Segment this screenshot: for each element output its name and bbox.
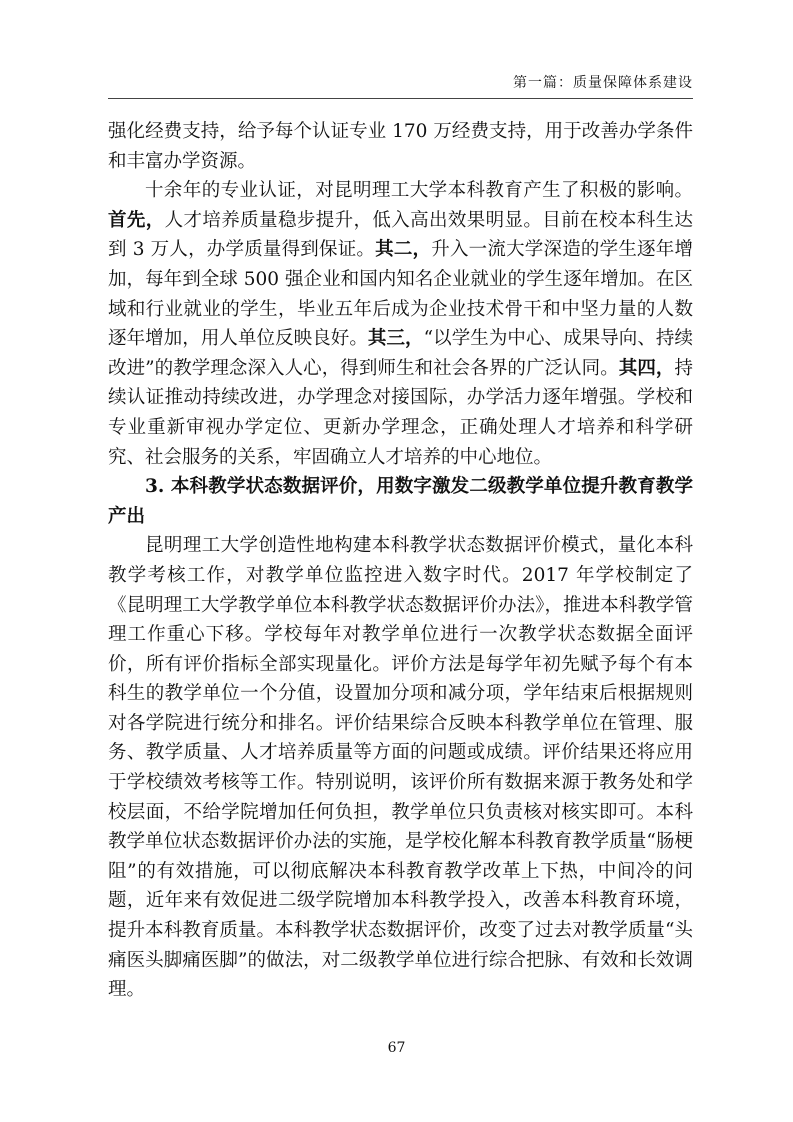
keyword-first: 首先， bbox=[108, 209, 165, 231]
impact-intro: 十余年的专业认证，对昆明理工大学本科教育产生了积极的影响。 bbox=[145, 180, 693, 202]
running-header: 第一篇：质量保障体系建设 bbox=[513, 75, 693, 91]
impact-first: 人才培养质量稳步提升，低入高出效果明显。目前在校本科生达到 3 万人，办学质量得到保证。 bbox=[108, 209, 693, 261]
page-body bbox=[108, 117, 693, 1005]
section-subheading: 3. 本科教学状态数据评价，用数字激发二级教学单位提升教育教学产出 bbox=[108, 476, 693, 527]
page-number: 67 bbox=[387, 1040, 406, 1056]
keyword-second: 其二， bbox=[375, 239, 432, 261]
impact-fourth: 持续认证推动持续改进，办学理念对接国际，办学活力逐年增强。学校和专业重新审视办学定位、更新办学理念，正确处理人才培养和科学研究、社会服务的关系，牢固确立人才培养的中心地位。 bbox=[108, 357, 693, 468]
keyword-third: 其三， bbox=[367, 328, 424, 350]
paragraph-impact bbox=[108, 176, 693, 472]
impact-third: “以学生为中心、成果导向、持续改进”的教学理念深入人心，得到师生和社会各界的广泛认同。 bbox=[108, 328, 693, 379]
paragraph-funding: 强化经费支持，给予每个认证专业 170 万经费支持，用于改善办学条件和丰富办学资源。 bbox=[108, 121, 693, 172]
keyword-fourth: 其四， bbox=[618, 357, 675, 379]
paragraph-evaluation: 昆明理工大学创造性地构建本科教学状态数据评价模式，量化本科教学考核工作，对教学单位监控进入数字时代。2017 年学校制定了《昆明理工大学教学单位本科教学状态数据评价办法》，推进本科教学管理工作重心下移。学校每年对教学单位进行一次教学状态数据全面评价，所有评价指标全部实现量化。评价方法是每学年初先赋予每个有本科生的教学单位一个分值，设置加分项和减分项，学年结束后根据规则对各学院进行统分和排名。评价结果综合反映本科教学单位在管理、服务、教学质量、人才培养质量等方面的问题或成绩。评价结果还将应用于学校绩效考核等工作。特别说明，该评价所有数据来源于教务处和学校层面，不给学院增加任何负担，教学单位只负责核对核实即可。本科教学单位状态数据评价办法的实施，是学校化解本科教育教学质量“肠梗阻”的有效措施，可以彻底解决本科教育教学改革上下热，中间冷的问题，近年来有效促进二级学院增加本科教学投入，改善本科教育环境，提升本科教育质量。本科教学状态数据评价，改变了过去对教学质量“头痛医头脚痛医脚”的做法，对二级教学单位进行综合把脉、有效和长效调理。 bbox=[108, 535, 693, 1001]
impact-second: 升入一流大学深造的学生逐年增加，每年到全球 500 强企业和国内知名企业就业的学生逐年增加。在区域和行业就业的学生，毕业五年后成为企业技术骨干和中坚力量的人数逐年增加，用人单位反映良好。 bbox=[108, 239, 693, 350]
header-divider bbox=[108, 98, 693, 99]
